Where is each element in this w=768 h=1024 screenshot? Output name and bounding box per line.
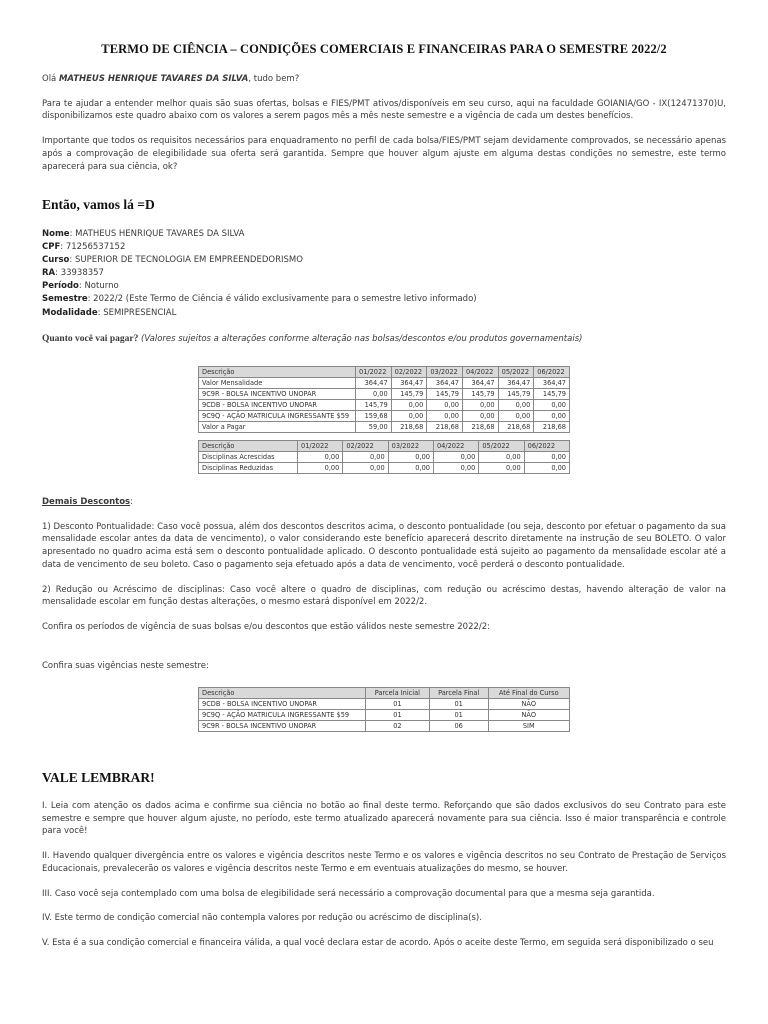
table-cell: 0,00 bbox=[391, 410, 427, 421]
table-cell: 0,00 bbox=[433, 451, 478, 462]
cpf-value: 71256537152 bbox=[65, 241, 126, 252]
greeting bbox=[42, 73, 726, 86]
table-cell: 0,00 bbox=[343, 451, 388, 462]
table-cell: Disciplinas Acrescidas bbox=[199, 451, 298, 462]
vigencias-table-header bbox=[199, 687, 570, 698]
ra-label: RA bbox=[42, 268, 56, 279]
table-cell: 145,79 bbox=[498, 388, 534, 399]
desconto-2: 2) Redução ou Acréscimo de disciplinas: Caso você altere o quadro de disciplinas, com redução ou acréscimo destas, havendo alteração de valor na mensalidade escolar em função destas alterações, o mesmo estará disponível em 2022/2. bbox=[42, 584, 726, 608]
table-row bbox=[199, 399, 570, 410]
section-heading: Então, vamos lá =D bbox=[42, 197, 155, 213]
table-cell: 364,47 bbox=[356, 377, 392, 388]
payment-tables bbox=[42, 366, 726, 474]
table-cell: 364,47 bbox=[534, 377, 570, 388]
table-cell: 0,00 bbox=[498, 399, 534, 410]
table-cell: 59,00 bbox=[356, 421, 392, 432]
table-cell: 9C9Q - AÇÃO MATRICULA INGRESSANTE $59 bbox=[199, 709, 366, 720]
table-cell: 0,00 bbox=[433, 462, 478, 473]
table_disciplinas-header-cell: Descrição bbox=[199, 440, 298, 451]
desconto-1: 1) Desconto Pontualidade: Caso você possua, além dos descontos descritos acima, o desconto pontualidade (ou seja, desconto por efetuar o pagamento da sua mensalidade escolar antes da data de vencimento), o valor considerando este benefício aparecerá descrito diretamente na instrução de seu BOLETO. O valor apresentado no quadro acima está sem o desconto pontualidade aplicado. O desconto pontualidade está sujeito ao pagamento da mensalidade escolar até a data de vencimento de seu boleto. Caso o pagamento seja efetuado após a data de vencimento, você perderá o desconto pontualidade. bbox=[42, 521, 726, 570]
table-cell: 218,68 bbox=[462, 421, 498, 432]
table-cell: 0,00 bbox=[534, 410, 570, 421]
disciplinas-table-body bbox=[199, 451, 570, 473]
semestre-label: Semestre bbox=[42, 294, 88, 305]
quanto-label: Quanto você vai pagar? bbox=[42, 333, 139, 344]
demais-heading bbox=[42, 496, 726, 509]
cpf-label: CPF bbox=[42, 241, 61, 252]
table-cell: 0,00 bbox=[427, 399, 463, 410]
vale-item: I. Leia com atenção os dados acima e confirme sua ciência no botão ao final deste termo. Reforçando que são dados exclusivos do seu Contrato para este semestre e sempre que houver algum ajuste, no período, este termo atualizado aparecerá novamente para sua ciência. Isso é maior transparência e controle para você! bbox=[42, 800, 726, 837]
nome-value: MATHEUS HENRIQUE TAVARES DA SILVA bbox=[75, 228, 245, 239]
table-cell: 0,00 bbox=[391, 399, 427, 410]
table_values-header-cell: 03/2022 bbox=[427, 366, 463, 377]
table-cell: Disciplinas Reduzidas bbox=[199, 462, 298, 473]
table-cell: 145,79 bbox=[534, 388, 570, 399]
table_values-header-cell: 01/2022 bbox=[356, 366, 392, 377]
table-cell: 01 bbox=[429, 709, 488, 720]
nome-label: Nome bbox=[42, 228, 70, 239]
table-cell: 9C9Q - AÇÃO MATRICULA INGRESSANTE $59 bbox=[199, 410, 356, 421]
curso-label: Curso bbox=[42, 254, 70, 265]
quanto-note: (Valores sujeitos a alterações conforme alteração nas bolsas/descontos e/ou produtos governamentais) bbox=[141, 333, 583, 344]
table-cell: 0,00 bbox=[388, 462, 433, 473]
vigencias-table-body bbox=[199, 698, 570, 731]
table-cell: 02 bbox=[366, 720, 430, 731]
table-cell: 0,00 bbox=[388, 451, 433, 462]
table-cell: 01 bbox=[366, 698, 430, 709]
demais-label: Demais Descontos bbox=[42, 496, 131, 507]
vale-list bbox=[42, 800, 726, 950]
table_vigencias-header-cell: Até Final do Curso bbox=[488, 687, 569, 698]
table-cell: 0,00 bbox=[479, 462, 524, 473]
table-cell: Valor a Pagar bbox=[199, 421, 356, 432]
table-row bbox=[199, 410, 570, 421]
semestre-value: 2022/2 (Este Termo de Ciência é válido exclusivamente para o semestre letivo informado) bbox=[93, 294, 477, 305]
table-cell: 145,79 bbox=[462, 388, 498, 399]
table-cell: NÃO bbox=[488, 698, 569, 709]
table-row bbox=[199, 462, 570, 473]
table-cell: 145,79 bbox=[391, 388, 427, 399]
demais-suffix: : bbox=[130, 496, 133, 507]
table_values-header-cell: 02/2022 bbox=[391, 366, 427, 377]
vale-lembrar-heading: VALE LEMBRAR! bbox=[42, 769, 155, 785]
table_disciplinas-header-cell: 06/2022 bbox=[524, 440, 569, 451]
table-cell: 0,00 bbox=[524, 462, 569, 473]
table-row bbox=[199, 388, 570, 399]
greeting-prefix: Olá bbox=[42, 73, 59, 84]
table_vigencias-header-cell: Parcela Final bbox=[429, 687, 488, 698]
info-cpf: CPF: 71256537152 bbox=[42, 241, 126, 252]
table-cell: 9C9R - BOLSA INCENTIVO UNOPAR bbox=[199, 720, 366, 731]
vale-item: III. Caso você seja contemplado com uma bolsa de elegibilidade será necessário a comprovação documental para que a mesma seja garantida. bbox=[42, 888, 655, 899]
modalidade-value: SEMIPRESENCIAL bbox=[103, 307, 177, 318]
table-cell: 0,00 bbox=[427, 410, 463, 421]
table-cell: 0,00 bbox=[524, 451, 569, 462]
table_disciplinas-header-cell: 01/2022 bbox=[298, 440, 343, 451]
table-cell: Valor Mensalidade bbox=[199, 377, 356, 388]
table-cell: 0,00 bbox=[498, 410, 534, 421]
disciplinas-table-header bbox=[199, 440, 570, 451]
student-info bbox=[42, 228, 726, 320]
table-cell: 364,47 bbox=[462, 377, 498, 388]
table-cell: 0,00 bbox=[298, 451, 343, 462]
periodo-value: Noturno bbox=[84, 281, 119, 292]
table_values-header-cell: 06/2022 bbox=[534, 366, 570, 377]
vale-item: IV. Este termo de condição comercial não contempla valores por redução ou acréscimo de disciplina(s). bbox=[42, 913, 482, 924]
table_values-header-cell: 04/2022 bbox=[462, 366, 498, 377]
table_disciplinas-header-cell: 03/2022 bbox=[388, 440, 433, 451]
table-row bbox=[199, 377, 570, 388]
modalidade-label: Modalidade bbox=[42, 307, 98, 318]
table-cell: 0,00 bbox=[479, 451, 524, 462]
periodo-label: Período bbox=[42, 281, 79, 292]
table-cell: SIM bbox=[488, 720, 569, 731]
values-table-body bbox=[199, 377, 570, 432]
document-page bbox=[42, 0, 726, 950]
table-cell: NÃO bbox=[488, 709, 569, 720]
table-cell: 06 bbox=[429, 720, 488, 731]
table-cell: 218,68 bbox=[427, 421, 463, 432]
table-cell: 364,47 bbox=[427, 377, 463, 388]
table-row bbox=[199, 720, 570, 731]
table-cell: 218,68 bbox=[498, 421, 534, 432]
table-cell: 0,00 bbox=[298, 462, 343, 473]
greeting-name: MATHEUS HENRIQUE TAVARES DA SILVA bbox=[58, 73, 249, 84]
confira-vigencias: Confira suas vigências neste semestre: bbox=[42, 660, 209, 671]
table_values-header-cell: 05/2022 bbox=[498, 366, 534, 377]
table-cell: 9C9R - BOLSA INCENTIVO UNOPAR bbox=[199, 388, 356, 399]
intro-paragraph-1: Para te ajudar a entender melhor quais são suas ofertas, bolsas e FIES/PMT ativos/disponíveis em seu curso, aqui na faculdade GOIANIA/GO - IX(12471370)U, disponibilizamos este quadro abaixo com os valores a serem pagos mês a mês neste semestre e a vigência de cada um destes benefícios. bbox=[42, 98, 726, 122]
table_disciplinas-header-cell: 05/2022 bbox=[479, 440, 524, 451]
vigencias-table bbox=[198, 687, 570, 732]
table_disciplinas-header-cell: 04/2022 bbox=[433, 440, 478, 451]
table_vigencias-header-cell: Descrição bbox=[199, 687, 366, 698]
table-cell: 364,47 bbox=[391, 377, 427, 388]
table-row bbox=[199, 698, 570, 709]
table-row bbox=[199, 709, 570, 720]
document-title: TERMO DE CIÊNCIA – CONDIÇÕES COMERCIAIS E FINANCEIRAS PARA O SEMESTRE 2022/2 bbox=[101, 42, 667, 56]
table-cell: 0,00 bbox=[462, 399, 498, 410]
confira-periodos: Confira os períodos de vigência de suas bolsas e/ou descontos que estão válidos neste semestre 2022/2: bbox=[42, 622, 491, 633]
vale-item: II. Havendo qualquer divergência entre os valores e vigência descritos neste Termo e os valores e vigência descritos no seu Contrato de Prestação de Serviços Educacionais, prevalecerão os valores e vigência descritos neste Termo e em eventuais atualizações do mesmo, se houver. bbox=[42, 851, 726, 874]
curso-value: SUPERIOR DE TECNOLOGIA EM EMPREENDEDORISMO bbox=[74, 254, 303, 265]
table-row bbox=[199, 421, 570, 432]
table-cell: 0,00 bbox=[343, 462, 388, 473]
quanto-line bbox=[42, 332, 726, 346]
disciplinas-table bbox=[198, 440, 570, 474]
info-semestre: Semestre: 2022/2 (Este Termo de Ciência é válido exclusivamente para o semestre letivo informado) bbox=[42, 294, 477, 305]
table_vigencias-header-cell: Parcela Inicial bbox=[366, 687, 430, 698]
table-cell: 01 bbox=[429, 698, 488, 709]
table-cell: 218,68 bbox=[534, 421, 570, 432]
table-cell: 364,47 bbox=[498, 377, 534, 388]
info-periodo: Período: Noturno bbox=[42, 281, 119, 292]
table-cell: 145,79 bbox=[356, 399, 392, 410]
table-cell: 159,68 bbox=[356, 410, 392, 421]
table-cell: 9CDB - BOLSA INCENTIVO UNOPAR bbox=[199, 698, 366, 709]
table-cell: 218,68 bbox=[391, 421, 427, 432]
intro-paragraph-2: Importante que todos os requisitos necessários para enquadramento no perfil de cada bolsa/FIES/PMT sejam devidamente comprovados, se necessário apenas após a comprovação de elegibilidade sua oferta será garantida. Sempre que houver algum ajuste em alguma destas condições no semestre, este termo aparecerá para sua ciência, ok? bbox=[42, 136, 726, 172]
table-cell: 0,00 bbox=[462, 410, 498, 421]
table-cell: 145,79 bbox=[427, 388, 463, 399]
values-table bbox=[198, 366, 570, 433]
ra-value: 33938357 bbox=[60, 268, 104, 279]
info-nome: Nome: MATHEUS HENRIQUE TAVARES DA SILVA bbox=[42, 228, 245, 239]
values-table-header bbox=[199, 366, 570, 377]
greeting-suffix: , tudo bem? bbox=[248, 73, 300, 84]
table-cell: 9CDB - BOLSA INCENTIVO UNOPAR bbox=[199, 399, 356, 410]
info-modalidade: Modalidade: SEMIPRESENCIAL bbox=[42, 307, 177, 318]
table-cell: 0,00 bbox=[534, 399, 570, 410]
info-curso: Curso: SUPERIOR DE TECNOLOGIA EM EMPREENDEDORISMO bbox=[42, 254, 303, 265]
info-ra: RA: 33938357 bbox=[42, 268, 104, 279]
table-cell: 01 bbox=[366, 709, 430, 720]
table-cell: 0,00 bbox=[356, 388, 392, 399]
vale-item: V. Esta é a sua condição comercial e financeira válida, a qual você declara estar de acordo. Após o aceite deste Termo, em seguida será disponibilizado o seu bbox=[42, 938, 714, 949]
table_values-header-cell: Descrição bbox=[199, 366, 356, 377]
table-row bbox=[199, 451, 570, 462]
table_disciplinas-header-cell: 02/2022 bbox=[343, 440, 388, 451]
